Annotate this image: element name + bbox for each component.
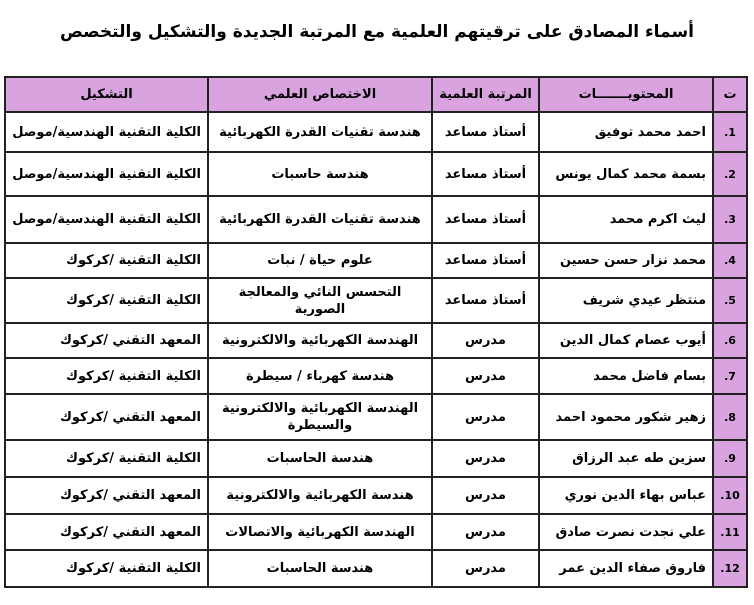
row-name: ليث اكرم محمد [539, 196, 713, 243]
table-row [5, 440, 747, 477]
row-rank: أستاذ مساعد [432, 278, 539, 323]
table-row [5, 196, 747, 243]
row-rank: أستاذ مساعد [432, 112, 539, 152]
table-row [5, 550, 747, 587]
table-row [5, 323, 747, 358]
row-num: 3. [713, 196, 747, 243]
header-name: المحتويـــــــات [539, 77, 713, 112]
table-row [5, 358, 747, 394]
row-num: 9. [713, 440, 747, 477]
table-row [5, 477, 747, 514]
row-org: المعهد التقني /كركوك [5, 477, 208, 514]
row-name: احمد محمد توفيق [539, 112, 713, 152]
row-spec: التحسس النائي والمعالجة الصورية [208, 278, 432, 323]
row-name: سزين طه عبد الرزاق [539, 440, 713, 477]
row-name: منتظر عيدي شريف [539, 278, 713, 323]
header-rank: المرتبة العلمية [432, 77, 539, 112]
row-spec: علوم حياة / نبات [208, 243, 432, 278]
row-name: بسام فاضل محمد [539, 358, 713, 394]
row-org: المعهد التقني /كركوك [5, 514, 208, 550]
row-name: محمد نزار حسن حسين [539, 243, 713, 278]
row-org: الكلية التقنية /كركوك [5, 243, 208, 278]
row-num: 11. [713, 514, 747, 550]
row-num: 4. [713, 243, 747, 278]
row-org: المعهد التقني /كركوك [5, 394, 208, 440]
row-spec: الهندسة الكهربائية والالكترونية [208, 323, 432, 358]
row-org: الكلية التقنية /كركوك [5, 358, 208, 394]
header-num: ت [713, 77, 747, 112]
table-row [5, 243, 747, 278]
row-name: علي نجدت نصرت صادق [539, 514, 713, 550]
row-org: الكلية التقنية /كركوك [5, 440, 208, 477]
row-num: 6. [713, 323, 747, 358]
page-title: أسماء المصادق على ترقيتهم العلمية مع المرتبة الجديدة والتشكيل والتخصص [59, 22, 694, 42]
row-spec: هندسة الحاسبات [208, 550, 432, 587]
row-rank: مدرس [432, 440, 539, 477]
table-row [5, 112, 747, 152]
row-name: أيوب عصام كمال الدين [539, 323, 713, 358]
row-spec: هندسة الحاسبات [208, 440, 432, 477]
row-rank: مدرس [432, 394, 539, 440]
row-num: 10. [713, 477, 747, 514]
row-spec: الهندسة الكهربائية والاتصالات [208, 514, 432, 550]
row-name: بسمة محمد كمال يونس [539, 152, 713, 196]
row-spec: هندسة كهرباء / سيطرة [208, 358, 432, 394]
row-name: عباس بهاء الدين نوري [539, 477, 713, 514]
row-num: 8. [713, 394, 747, 440]
row-num: 5. [713, 278, 747, 323]
row-rank: مدرس [432, 477, 539, 514]
row-rank: مدرس [432, 550, 539, 587]
table-row [5, 514, 747, 550]
header-spec: الاختصاص العلمي [208, 77, 432, 112]
table-row [5, 278, 747, 323]
row-org: الكلية التقنية الهندسية/موصل [5, 152, 208, 196]
row-num: 1. [713, 112, 747, 152]
row-org: الكلية التقنية /كركوك [5, 550, 208, 587]
row-rank: مدرس [432, 358, 539, 394]
row-num: 2. [713, 152, 747, 196]
row-rank: أستاذ مساعد [432, 243, 539, 278]
row-org: الكلية التقنية الهندسية/موصل [5, 112, 208, 152]
table-row [5, 394, 747, 440]
row-org: الكلية التقنية /كركوك [5, 278, 208, 323]
row-num: 12. [713, 550, 747, 587]
row-name: فاروق صفاء الدين عمر [539, 550, 713, 587]
header-org: التشكيل [5, 77, 208, 112]
row-rank: مدرس [432, 323, 539, 358]
row-name: زهير شكور محمود احمد [539, 394, 713, 440]
row-org: المعهد التقني /كركوك [5, 323, 208, 358]
row-spec: هندسة تقنيات القدرة الكهربائية [208, 196, 432, 243]
row-rank: مدرس [432, 514, 539, 550]
row-spec: هندسة حاسبات [208, 152, 432, 196]
table-row [5, 152, 747, 196]
promotions-table [4, 76, 748, 588]
row-num: 7. [713, 358, 747, 394]
row-org: الكلية التقنية الهندسية/موصل [5, 196, 208, 243]
row-spec: هندسة الكهربائية والالكترونية [208, 477, 432, 514]
row-rank: أستاذ مساعد [432, 196, 539, 243]
row-rank: أستاذ مساعد [432, 152, 539, 196]
row-spec: هندسة تقنيات القدرة الكهربائية [208, 112, 432, 152]
row-spec: الهندسة الكهربائية والالكترونية والسيطرة [208, 394, 432, 440]
table-header-row [5, 77, 747, 112]
